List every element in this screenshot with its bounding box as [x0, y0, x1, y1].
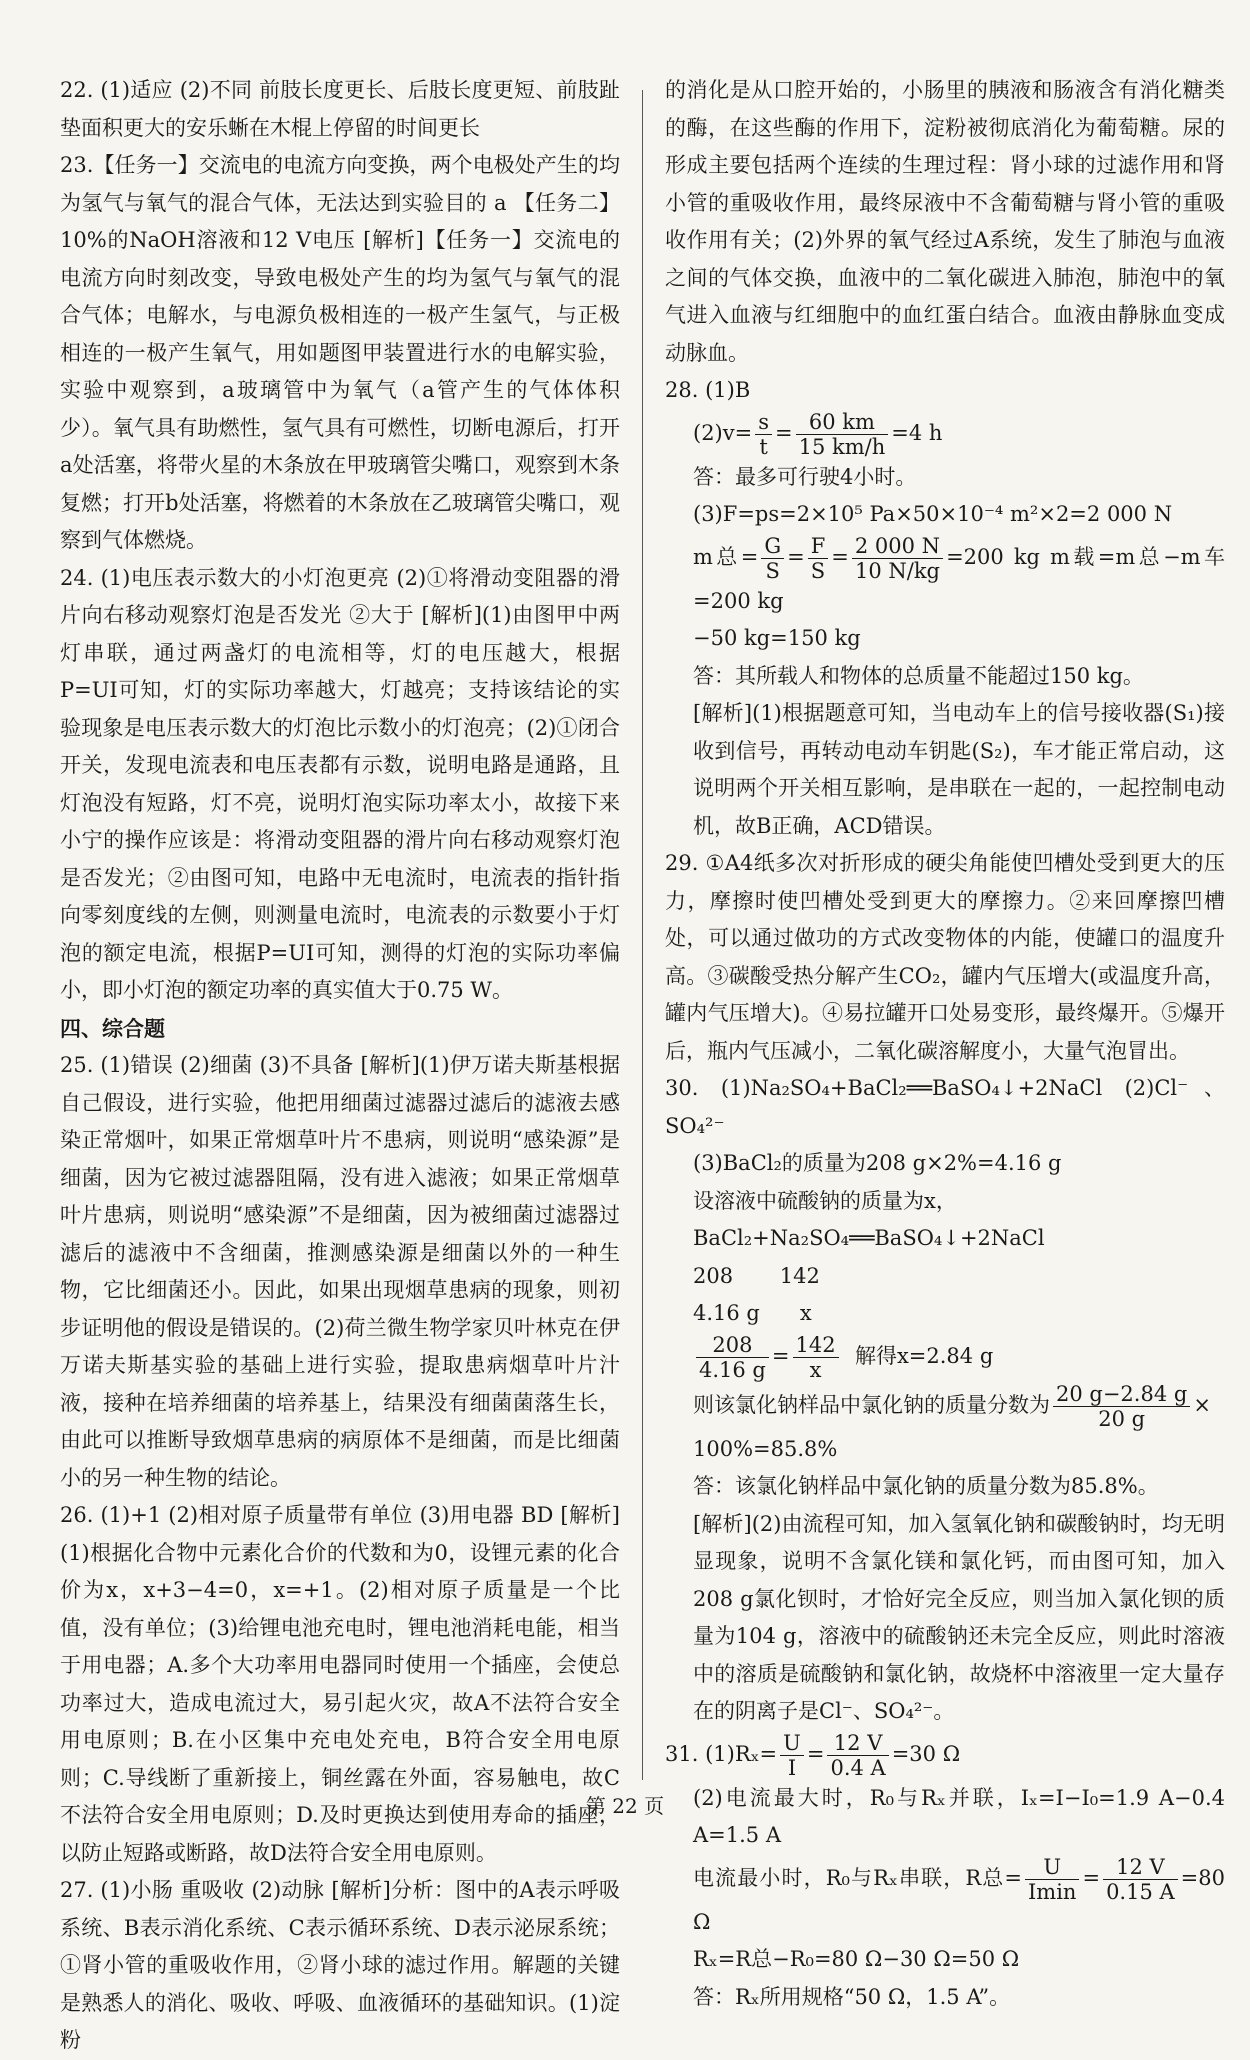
numerator: 20 g−2.84 g	[1053, 1382, 1190, 1407]
fraction	[1103, 1855, 1178, 1904]
denominator: 4.16 g	[699, 1357, 766, 1382]
answer-26: 26. (1)+1 (2)相对原子质量带有单位 (3)用电器 BD [解析](1)根据化合物中元素化合价的代数和为0，设锂元素的化合价为x，x+3−4=0，x=+1。(2)相对原子质量是一个比值，没有单位；(3)给锂电池充电时，锂电池消耗电能，相当于用电器；A.多个大功率用电器同时使用一个插座，会使总功率过大，造成电流过大，易引起火灾，故A不法符合安全用电原则；B.在小区集中充电处充电，B符合安全用电原则；C.导线断了重新接上，铜丝露在外面，容易触电，故C不法符合安全用电原则；D.及时更换达到使用寿命的插座，以防止短路或断路，故D法符合安全用电原则。	[60, 1503, 620, 1865]
answer-28-part1: 28. (1)B	[665, 378, 751, 402]
answer-30-molar: 208 142	[693, 1263, 820, 1288]
page-number: 第 22 页	[585, 1794, 665, 1818]
denominator: I	[787, 1755, 797, 1780]
answer-28-ans1: 答：最多可行驶4小时。	[693, 464, 917, 489]
fraction	[852, 534, 943, 583]
answer-27-continued: 的消化是从口腔开始的，小肠里的胰液和肠液含有消化糖类的酶，在这些酶的作用下，淀粉被彻底消化为葡萄糖。尿的形成主要包括两个连续的生理过程：肾小球的过滤作用和肾小管的重吸收作用，最终尿液中不含葡萄糖与肾小管的重吸收作用有关；(2)外界的氧气经过A系统，发生了肺泡与血液之间的气体交换，血液中的二氧化碳进入肺泡，肺泡中的氧气进入血液与红细胞中的血红蛋白结合。血液由静脉血变成动脉血。	[665, 78, 1225, 365]
denominator: x	[809, 1357, 822, 1382]
answer-31-part2: (2)电流最大时，R₀与Rₓ并联，Iₓ=I−I₀=1.9 A−0.4 A=1.5 A	[693, 1785, 1225, 1847]
fraction	[808, 534, 829, 583]
fraction	[761, 534, 784, 583]
numerator: s	[755, 410, 772, 435]
denominator: Imin	[1028, 1879, 1077, 1904]
formula-text: 31. (1)Rₓ=	[665, 1741, 778, 1766]
left-column	[60, 72, 620, 2060]
denominator: 20 g	[1098, 1406, 1146, 1431]
numerator: U	[780, 1731, 804, 1756]
formula-text: ×	[1193, 1392, 1211, 1417]
answer-23: 23.【任务一】交流电的电流方向变换，两个电极处产生的均为氢气与氧气的混合气体，无法达到实验目的 a 【任务二】10%的NaOH溶液和12 V电压 [解析]【任务一】交流电的电流方向时刻改变，导致电极处产生的均为氢气与氧气的混合气体；电解水，与电源负极相连的一极产生氢气，与正极相连的一极产生氧气，用如题图甲装置进行水的电解实验，实验中观察到，a玻璃管中为氧气（a管产生的气体体积少）。氧气具有助燃性，氢气具有可燃性，切断电源后，打开a处活塞，将带火星的木条放在甲玻璃管尖嘴口，观察到木条复燃；打开b处活塞，将燃着的木条放在乙玻璃管尖嘴口，观察到气体燃烧。	[60, 153, 620, 552]
denominator: S	[810, 558, 826, 583]
formula-text: m总=	[693, 544, 759, 569]
formula-text: 解得x=2.84 g	[854, 1343, 994, 1368]
numerator: 142	[793, 1333, 839, 1358]
formula-text: =4 h	[891, 420, 943, 445]
answer-31-ans: 答：Rₓ所用规格“50 Ω，1.5 A”。	[693, 1984, 1011, 2009]
fraction	[755, 410, 772, 459]
fraction	[696, 1333, 769, 1382]
formula-text: 电流最小时，R₀与Rₓ串联，R总=	[693, 1865, 1022, 1890]
answer-30-ans: 答：该氯化钠样品中氯化钠的质量分数为85.8%。	[693, 1474, 1159, 1498]
denominator: 0.15 A	[1106, 1879, 1175, 1904]
answer-22: 22. (1)适应 (2)不同 前肢长度更长、后肢长度更短、前肢趾垫面积更大的安乐蜥在木棍上停留的时间更长	[60, 78, 620, 140]
formula-text: =80 Ω	[693, 1865, 1225, 1934]
answer-30-mass: 4.16 g x	[693, 1301, 812, 1325]
answer-29: 29. ①A4纸多次对折形成的硬尖角能使凹槽处受到更大的压力，摩擦时使凹槽处受到更大的摩擦力。②来回摩擦凹槽处，可以通过做功的方式改变物体的内能，使罐口的温度升高。③碳酸受热分解产生CO₂，罐内气压增大(或温度升高，罐内气压增大)。④易拉罐开口处易变形，最终爆开。⑤爆开后，瓶内气压减小，二氧化碳溶解度小，大量气泡冒出。	[665, 851, 1225, 1063]
fraction	[796, 410, 889, 459]
column-divider	[642, 90, 643, 1780]
fraction	[1053, 1382, 1190, 1431]
fraction	[793, 1333, 839, 1382]
answer-28-mass-line2: −50 kg=150 kg	[693, 626, 861, 650]
formula-text: =200 kg m载=m总−m车=200 kg	[693, 544, 1225, 613]
numerator: 12 V	[827, 1731, 888, 1756]
answer-28-part3: (3)F=ps=2×10⁵ Pa×50×10⁻⁴ m²×2=2 000 N	[693, 502, 1173, 526]
answer-31-min: 电流最小时，R₀与Rₓ串联，R总= $\frac{U}{Imin}$ = $\frac{12 V}{0.15 A}$ =80 Ω	[693, 1854, 1225, 1934]
answer-28-part2	[665, 410, 1225, 459]
numerator: 12 V	[1103, 1855, 1178, 1880]
numerator: 2 000 N	[852, 534, 943, 559]
answer-28-analysis: [解析](1)根据题意可知，当电动车上的信号接收器(S₁)接收到信号，再转动电动车钥匙(S₂)，车才能正常启动，这说明两个开关相互影响，是串联在一起的，一起控制电动机，故B正确，ACD错误。	[693, 701, 1225, 838]
answer-30-percent: 100%=85.8%	[693, 1436, 838, 1461]
answer-30-analysis: [解析](2)由流程可知，加入氢氧化钠和碳酸钠时，均无明显现象，说明不含氯化镁和氯化钙，而由图可知，加入208 g氯化钡时，才恰好完全反应，则当加入氯化钡的质量为104 g，溶液中的硫酸钠还未完全反应，则此时溶液中的溶质是硫酸钠和氯化钠，故烧杯中溶液里一定大量存在的阴离子是Cl⁻、SO₄²⁻。	[693, 1511, 1225, 1723]
fraction	[827, 1731, 888, 1780]
denominator: 10 N/kg	[854, 558, 940, 583]
answer-31-rx: Rₓ=R总−R₀=80 Ω−30 Ω=50 Ω	[693, 1947, 1020, 1971]
right-column	[665, 72, 1225, 2016]
answer-27: 27. (1)小肠 重吸收 (2)动脉 [解析]分析：图中的A表示呼吸系统、B表示消化系统、C表示循环系统、D表示泌尿系统；①肾小管的重吸收作用，②肾小球的滤过作用。解题的关键是熟悉人的消化、吸收、呼吸、血液循环的基础知识。(1)淀粉	[60, 1878, 620, 2052]
denominator: 15 km/h	[798, 434, 886, 459]
answer-30-part3: (3)BaCl₂的质量为208 g×2%=4.16 g	[693, 1151, 1062, 1175]
fraction	[780, 1731, 804, 1780]
numerator: 208	[696, 1333, 769, 1358]
answer-31-part1: 31. (1)Rₓ= $\frac{U}{I}$ = $\frac{12 V}{0.4 A}$ =30 Ω	[665, 1730, 961, 1780]
answer-30-equation: BaCl₂+Na₂SO₄══BaSO₄↓+2NaCl	[693, 1226, 1045, 1250]
numerator: G	[761, 534, 784, 559]
formula-text: (2)v=	[693, 420, 753, 445]
answer-30-ratio: $\frac{208}{4.16 g}$ = $\frac{142}{x}$ 解得x=2.84 g	[665, 1333, 1225, 1382]
fraction	[1025, 1855, 1079, 1904]
answer-24: 24. (1)电压表示数大的小灯泡更亮 (2)①将滑动变阻器的滑片向右移动观察灯泡是否发光 ②大于 [解析](1)由图甲中两灯串联，通过两盏灯的电流相等，灯的电压越大，根据P=UI可知，灯的实际功率越大，灯越亮；支持该结论的实验现象是电压表示数大的灯泡比示数小的灯泡亮；(2)①闭合开关，发现电流表和电压表都有示数，说明电路是通路，且灯泡没有短路，灯不亮，说明灯泡实际功率太小，故接下来小宁的操作应该是：将滑动变阻器的滑片向右移动观察灯泡是否发光；②由图可知，电路中无电流时，电流表的指针指向零刻度线的左侧，则测量电流时，电流表的示数要小于灯泡的额定电流，根据P=UI可知，测得的灯泡的实际功率偏小，即小灯泡的额定功率的真实值大于0.75 W。	[60, 565, 620, 1002]
section-heading: 四、综合题	[60, 1015, 165, 1041]
answer-30-set: 设溶液中硫酸钠的质量为x，	[693, 1188, 957, 1213]
answer-28-ans2: 答：其所载人和物体的总质量不能超过150 kg。	[693, 663, 1144, 688]
answer-28-mass: m总= $\frac{G}{S}$ = $\frac{F}{S}$ = $\frac{2 000 N}{10 N/kg}$ =200 kg m载=m总−m车=200 kg	[693, 533, 1225, 613]
numerator: F	[808, 534, 829, 559]
denominator: S	[765, 558, 780, 583]
denominator: 0.4 A	[830, 1755, 886, 1780]
answer-30-fraction	[665, 1382, 1225, 1431]
numerator: U	[1025, 1855, 1079, 1880]
answer-25: 25. (1)错误 (2)细菌 (3)不具备 [解析](1)伊万诺夫斯基根据自己假设，进行实验，他把用细菌过滤器过滤后的滤液去感染正常烟叶，如果正常烟草叶片不患病，则说明“感染源”是细菌，因为它被过滤器阻隔，没有进入滤液；如果正常烟草叶片患病，则说明“感染源”不是细菌，因为被细菌过滤器过滤后的滤液中不含细菌，推测感染源是细菌以外的一种生物，它比细菌还小。因此，如果出现烟草患病的现象，则初步证明他的假设是错误的。(2)荷兰微生物学家贝叶林克在伊万诺夫斯基实验的基础上进行实验，提取患病烟草叶片汁液，接种在培养细菌的培养基上，结果没有细菌菌落生长，由此可以推断导致烟草患病的病原体不是细菌，而是比细菌小的另一种生物的结论。	[60, 1053, 620, 1490]
formula-text: =	[775, 420, 793, 445]
denominator: t	[759, 434, 768, 459]
numerator: 60 km	[796, 410, 889, 435]
answer-30-part1: 30. (1)Na₂SO₄+BaCl₂══BaSO₄↓+2NaCl (2)Cl⁻、SO₄²⁻	[665, 1076, 1225, 1138]
formula-text: =30 Ω	[891, 1741, 961, 1766]
formula-text: 则该氯化钠样品中氯化钠的质量分数为	[693, 1392, 1050, 1417]
